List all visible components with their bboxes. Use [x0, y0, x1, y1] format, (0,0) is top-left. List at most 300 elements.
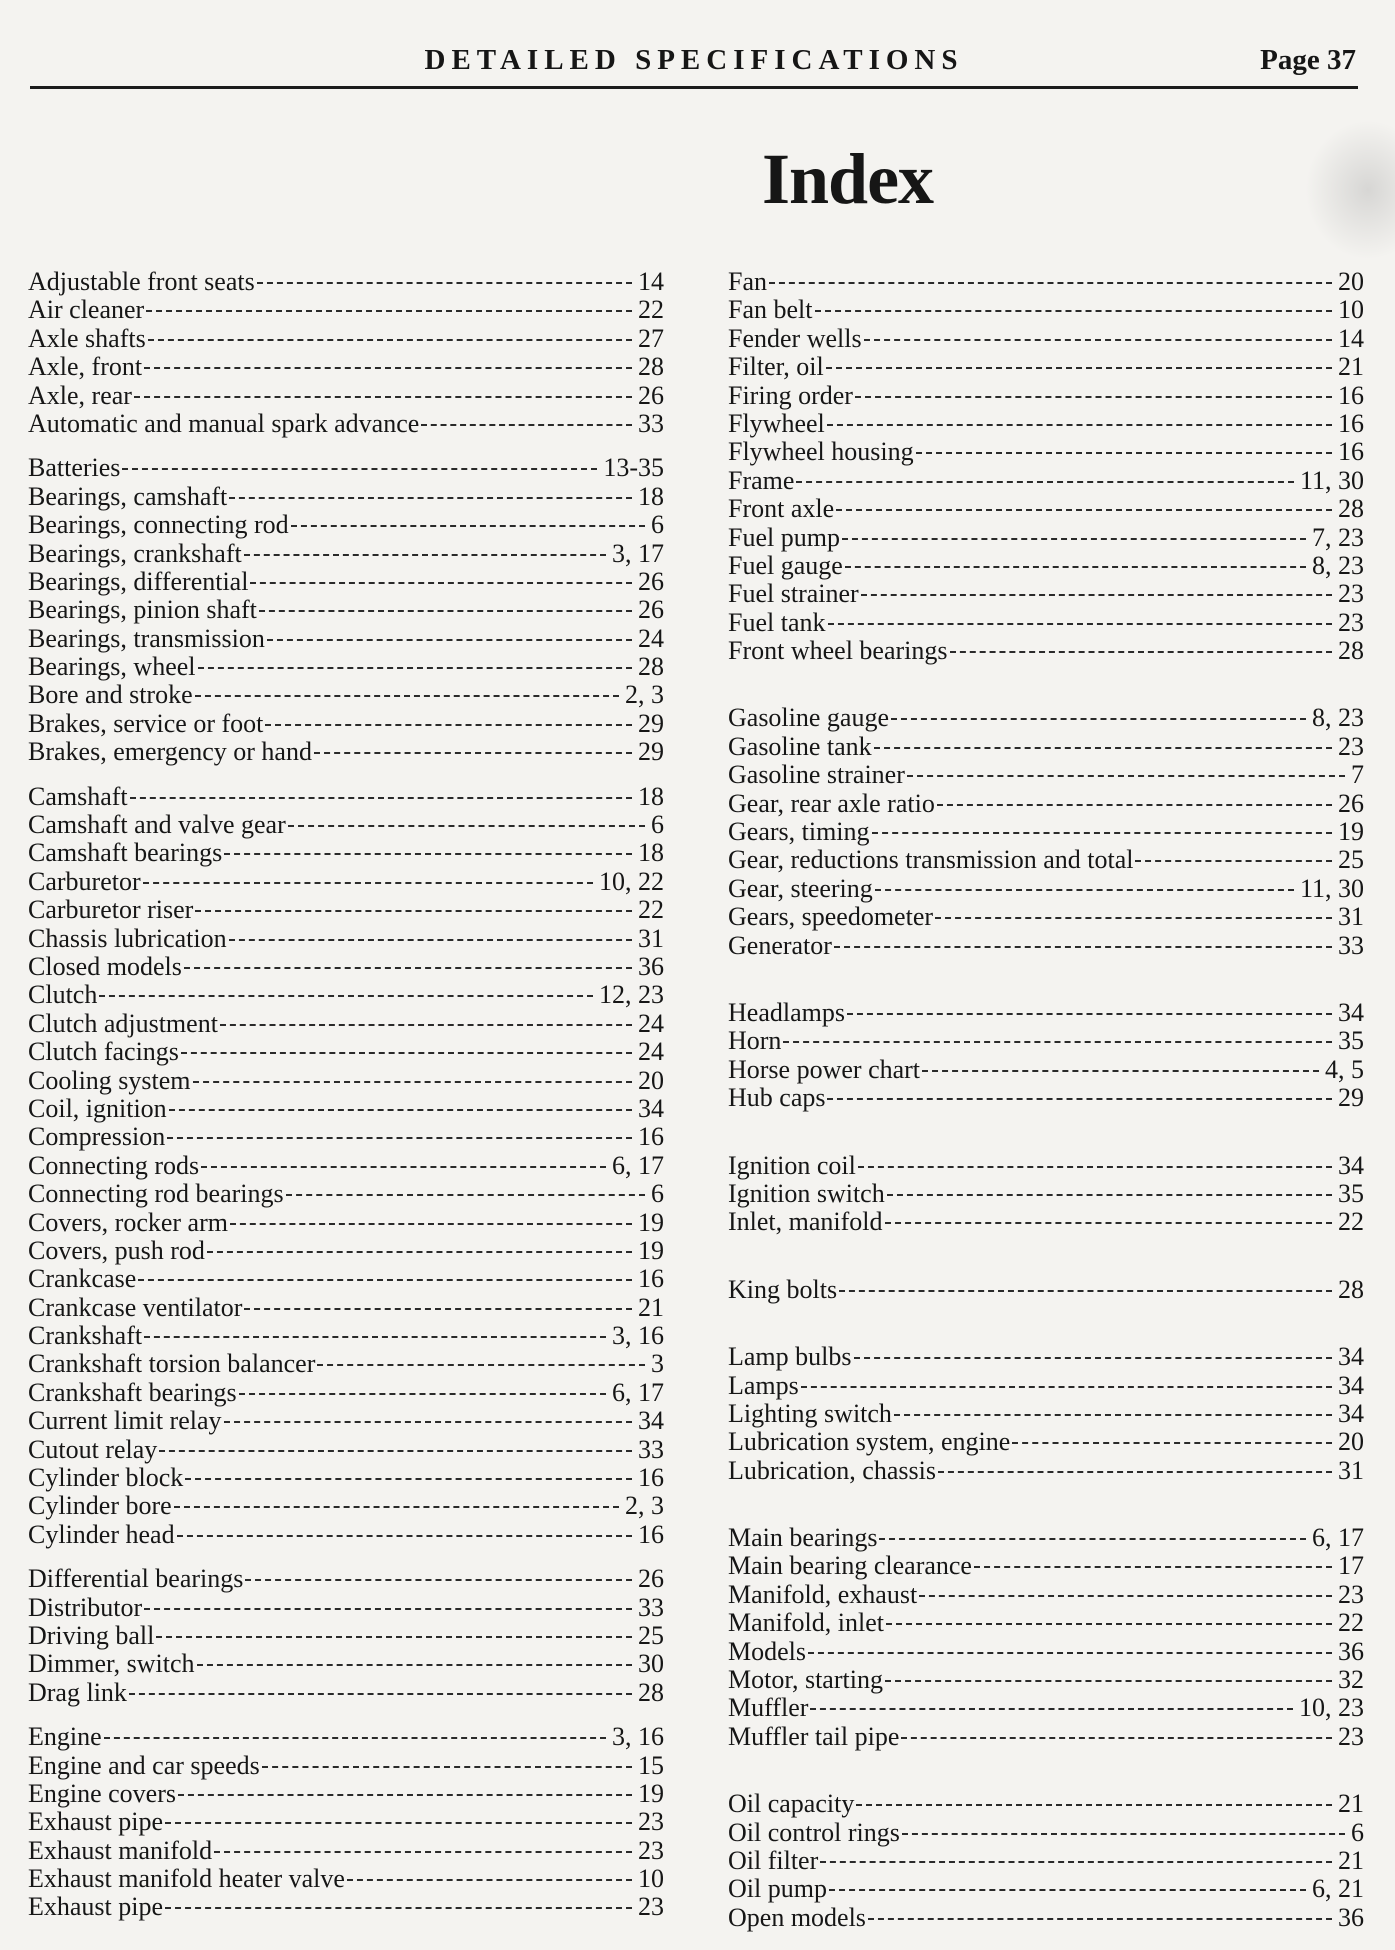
dot-leader [901, 1737, 1332, 1739]
dot-leader [935, 917, 1332, 919]
index-page-ref: 19 [1338, 817, 1364, 847]
dot-leader [796, 481, 1294, 483]
index-page-ref: 36 [1338, 1902, 1364, 1932]
index-entry [28, 811, 664, 839]
index-term: Covers, push rod [28, 1235, 205, 1265]
index-entry [728, 1666, 1364, 1694]
dot-leader [879, 1538, 1306, 1540]
index-page-ref: 16 [1338, 408, 1364, 438]
index-page-ref: 21 [1338, 1789, 1364, 1819]
index-page-ref: 16 [638, 1264, 664, 1294]
page-title [0, 138, 1395, 221]
index-entry [728, 325, 1364, 353]
dot-leader [262, 1766, 632, 1768]
dot-leader [207, 1251, 632, 1253]
index-term: Open models [728, 1902, 866, 1932]
index-page-ref: 19 [638, 1778, 664, 1808]
index-entry [28, 925, 664, 953]
index-term: Fuel strainer [728, 579, 859, 609]
dot-leader [122, 468, 597, 470]
dot-leader [887, 1194, 1332, 1196]
index-entry [28, 596, 664, 624]
index-page-ref: 8, 23 [1312, 550, 1364, 580]
index-entry [728, 1723, 1364, 1751]
index-page-ref: 27 [638, 323, 664, 353]
dot-leader [193, 1081, 632, 1083]
dot-leader [156, 1636, 632, 1638]
index-term: Bearings, connecting rod [28, 510, 289, 540]
dot-leader [165, 1907, 632, 1909]
index-page-ref: 28 [1338, 494, 1364, 524]
index-entry [28, 1565, 664, 1593]
index-entry [28, 1350, 664, 1378]
dot-leader [314, 752, 632, 754]
index-term: Engine [28, 1722, 102, 1752]
index-term: Engine and car speeds [28, 1750, 260, 1780]
index-term: Gear, steering [728, 873, 873, 903]
index-entry [728, 438, 1364, 466]
index-entry [728, 733, 1364, 761]
dot-leader [195, 910, 632, 912]
dot-leader [839, 1290, 1332, 1292]
index-entry [28, 738, 664, 766]
index-entry [28, 953, 664, 981]
index-term: Inlet, manifold [728, 1207, 883, 1237]
index-entry [728, 1819, 1364, 1847]
index-page-ref: 31 [1338, 1455, 1364, 1485]
index-page-ref: 26 [638, 566, 664, 596]
index-entry [728, 1457, 1364, 1485]
dot-leader [146, 310, 632, 312]
index-page-ref: 7 [1351, 760, 1364, 790]
index-entry [28, 540, 664, 568]
index-term: Main bearings [728, 1523, 878, 1553]
index-term: Exhaust manifold heater valve [28, 1864, 345, 1894]
dot-leader [1135, 860, 1332, 862]
index-entry [728, 552, 1364, 580]
dot-leader [872, 832, 1332, 834]
index-entry [28, 1180, 664, 1208]
dot-leader [861, 594, 1332, 596]
index-page-ref: 26 [638, 595, 664, 625]
dot-leader [810, 1708, 1293, 1710]
dot-leader [165, 1822, 632, 1824]
index-term: Bearings, differential [28, 566, 249, 596]
index-page-ref: 36 [638, 951, 664, 981]
index-term: Flywheel [728, 408, 825, 438]
index-page-ref: 8, 23 [1312, 703, 1364, 733]
index-entry [28, 1294, 664, 1322]
index-term: Connecting rod bearings [28, 1179, 284, 1209]
index-entry [728, 1056, 1364, 1084]
index-term: Manifold, inlet [728, 1608, 884, 1638]
dot-leader [317, 1364, 645, 1366]
index-term: Horn [728, 1026, 782, 1056]
index-entry [728, 1400, 1364, 1428]
index-entry [728, 1790, 1364, 1818]
index-term: Axle, rear [28, 380, 132, 410]
index-entry [728, 1904, 1364, 1932]
index-page-ref: 29 [1338, 1083, 1364, 1113]
index-entry [28, 454, 664, 482]
index-term: Lamp bulbs [728, 1342, 852, 1372]
index-term: Chassis lubrication [28, 923, 227, 953]
dot-leader [244, 1308, 632, 1310]
dot-leader [836, 509, 1332, 511]
index-entry [28, 1723, 664, 1751]
index-page-ref: 33 [638, 408, 664, 438]
index-page-ref: 16 [1338, 380, 1364, 410]
dot-leader [902, 1833, 1345, 1835]
index-term: Compression [28, 1122, 166, 1152]
page-number: Page 37 [1260, 44, 1356, 76]
index-entry [28, 1464, 664, 1492]
index-term: Crankcase [28, 1264, 137, 1294]
index-page-ref: 23 [1338, 607, 1364, 637]
index-entry [728, 1694, 1364, 1722]
index-term: Lamps [728, 1370, 799, 1400]
index-term: Muffler tail pipe [728, 1721, 900, 1751]
index-entry [728, 637, 1364, 665]
index-term: Gears, speedometer [728, 902, 934, 932]
index-entry [728, 875, 1364, 903]
index-term: Batteries [28, 453, 121, 483]
dot-leader [178, 1794, 632, 1796]
index-page-ref: 11, 30 [1299, 465, 1364, 495]
index-entry [28, 1780, 664, 1808]
index-term: Distributor [28, 1592, 143, 1622]
dot-leader [937, 804, 1332, 806]
index-entry [728, 903, 1364, 931]
index-term: Cooling system [28, 1065, 191, 1095]
index-page-ref: 24 [638, 1008, 664, 1038]
index-term: Camshaft [28, 781, 128, 811]
index-term: Exhaust manifold [28, 1835, 213, 1865]
index-page-ref: 24 [638, 623, 664, 653]
index-page-ref: 23 [1338, 1721, 1364, 1751]
index-term: Bearings, pinion shaft [28, 595, 257, 625]
index-term: Oil pump [728, 1874, 827, 1904]
index-page-ref: 36 [1338, 1636, 1364, 1666]
dot-leader [198, 667, 632, 669]
dot-leader [143, 882, 593, 884]
index-entry [28, 568, 664, 596]
index-page-ref: 14 [638, 267, 664, 296]
index-term: Headlamps [728, 997, 845, 1027]
index-page-ref: 20 [638, 1065, 664, 1095]
index-page-ref: 35 [1338, 1026, 1364, 1056]
dot-leader [257, 282, 632, 284]
index-term: Fuel tank [728, 607, 826, 637]
dot-leader [845, 566, 1306, 568]
dot-leader [769, 282, 1332, 284]
index-entry [28, 511, 664, 539]
index-page-ref: 6, 17 [1312, 1523, 1364, 1553]
index-entry [28, 296, 664, 324]
index-entry [728, 1180, 1364, 1208]
index-term: Coil, ignition [28, 1093, 167, 1123]
index-entry [28, 1679, 664, 1707]
index-entry [728, 1581, 1364, 1609]
index-page-ref: 23 [638, 1807, 664, 1837]
index-term: Oil filter [728, 1845, 819, 1875]
index-term: Fender wells [728, 323, 862, 353]
dot-leader [820, 1861, 1332, 1863]
dot-leader [229, 939, 632, 941]
index-page-ref: 28 [638, 1677, 664, 1707]
index-entry [28, 710, 664, 738]
index-page-ref: 2, 3 [625, 1491, 664, 1521]
index-entry [28, 1622, 664, 1650]
index-term: Brakes, service or foot [28, 708, 264, 738]
index-term: Current limit relay [28, 1406, 222, 1436]
index-term: Cylinder block [28, 1463, 184, 1493]
dot-leader [245, 1579, 632, 1581]
dot-leader [885, 1222, 1332, 1224]
index-entry [728, 1428, 1364, 1456]
dot-leader [288, 825, 645, 827]
index-page-ref: 13-35 [603, 453, 664, 483]
index-page-ref: 22 [638, 895, 664, 925]
index-entry [28, 1893, 664, 1921]
index-entry [728, 353, 1364, 381]
dot-leader [919, 1595, 1332, 1597]
index-entry [28, 1650, 664, 1678]
index-entry [28, 1379, 664, 1407]
index-page-ref: 33 [1338, 930, 1364, 960]
index-entry [28, 896, 664, 924]
index-entry [28, 1095, 664, 1123]
index-entry [28, 1010, 664, 1038]
index-term: Carburetor [28, 866, 141, 896]
dot-leader [874, 747, 1332, 749]
index-entry [28, 1322, 664, 1350]
dot-leader [167, 1137, 632, 1139]
index-term: Covers, rocker arm [28, 1207, 228, 1237]
index-entry [728, 580, 1364, 608]
index-term: Connecting rods [28, 1150, 200, 1180]
index-term: Brakes, emergency or hand [28, 737, 312, 767]
index-page-ref: 23 [1338, 731, 1364, 761]
dot-leader [148, 339, 632, 341]
index-page-ref: 18 [638, 781, 664, 811]
index-page-ref: 7, 23 [1312, 522, 1364, 552]
dot-leader [159, 1450, 632, 1452]
index-entry [728, 1084, 1364, 1112]
dot-leader [185, 1478, 632, 1480]
index-entry [28, 1237, 664, 1265]
header-title: DETAILED SPECIFICATIONS [424, 44, 964, 76]
index-entry [28, 653, 664, 681]
index-page-ref: 16 [1338, 437, 1364, 467]
index-entry [28, 1152, 664, 1180]
index-page-ref: 26 [1338, 788, 1364, 818]
index-term: Differential bearings [28, 1564, 244, 1594]
index-term: Filter, oil [728, 352, 824, 382]
index-term: Gasoline gauge [728, 703, 890, 733]
index-term: Gasoline tank [728, 731, 872, 761]
index-term: Engine covers [28, 1778, 177, 1808]
index-page-ref: 34 [1338, 1370, 1364, 1400]
index-term: Exhaust pipe [28, 1892, 164, 1922]
index-term: Clutch facings [28, 1037, 179, 1067]
dot-leader [244, 554, 606, 556]
index-page-ref: 24 [638, 1037, 664, 1067]
index-entry [728, 495, 1364, 523]
dot-leader [174, 1506, 619, 1508]
index-term: Flywheel housing [728, 437, 914, 467]
index-term: Ignition switch [728, 1178, 885, 1208]
dot-leader [259, 610, 632, 612]
index-page-ref: 25 [638, 1620, 664, 1650]
dot-leader [177, 1535, 632, 1537]
index-page-ref: 2, 3 [625, 680, 664, 710]
index-entry [28, 625, 664, 653]
index-page-ref: 20 [1338, 1427, 1364, 1457]
index-page-ref: 19 [638, 1207, 664, 1237]
index-entry [728, 818, 1364, 846]
index-page-ref: 6 [651, 510, 664, 540]
index-term: Manifold, exhaust [728, 1579, 918, 1609]
index-term: Automatic and manual spark advance [28, 408, 420, 438]
index-term: Oil control rings [728, 1817, 900, 1847]
index-page-ref: 20 [1338, 267, 1364, 296]
index-page-ref: 26 [638, 380, 664, 410]
dot-leader [239, 1393, 606, 1395]
index-entry [28, 1752, 664, 1780]
index-term: Lubrication system, engine [728, 1427, 1011, 1457]
index-page-ref: 3, 16 [612, 1722, 664, 1752]
index-term: Fuel gauge [728, 550, 843, 580]
dot-leader [229, 497, 632, 499]
dot-leader [291, 525, 645, 527]
index-page-ref: 31 [1338, 902, 1364, 932]
index-term: Bearings, camshaft [28, 481, 228, 511]
index-term: Ignition coil [728, 1150, 856, 1180]
dot-leader [875, 889, 1294, 891]
dot-leader [894, 1414, 1332, 1416]
index-page-ref: 31 [638, 923, 664, 953]
index-entry [728, 1276, 1364, 1304]
index-page-ref: 33 [638, 1592, 664, 1622]
dot-leader [130, 797, 632, 799]
index-page-ref: 23 [638, 1835, 664, 1865]
index-entry [728, 1638, 1364, 1666]
index-term: Clutch adjustment [28, 1008, 218, 1038]
index-term: Horse power chart [728, 1054, 921, 1084]
dot-leader [829, 1889, 1306, 1891]
index-page-ref: 34 [638, 1093, 664, 1123]
index-page-ref: 28 [1338, 636, 1364, 666]
index-page-ref: 17 [1338, 1551, 1364, 1581]
index-term: Frame [728, 465, 795, 495]
index-page-ref: 12, 23 [599, 980, 664, 1010]
index-page-ref: 19 [638, 1235, 664, 1265]
index-page-ref: 10, 22 [599, 866, 664, 896]
index-term: Gasoline strainer [728, 760, 905, 790]
index-page-ref: 14 [1338, 323, 1364, 353]
index-entry [728, 1609, 1364, 1637]
index-term: Fuel pump [728, 522, 840, 552]
index-page-ref: 6 [651, 810, 664, 840]
dot-leader [891, 718, 1306, 720]
index-page-ref: 10 [638, 1864, 664, 1894]
index-page-ref: 18 [638, 481, 664, 511]
index-page-ref: 29 [638, 708, 664, 738]
index-entry [28, 325, 664, 353]
index-page-ref: 22 [638, 295, 664, 325]
index-page-ref: 33 [638, 1434, 664, 1464]
index-page-ref: 6, 17 [612, 1150, 664, 1180]
index-entry [28, 1808, 664, 1836]
index-entry [28, 681, 664, 709]
dot-leader [144, 1608, 632, 1610]
index-entry [728, 704, 1364, 732]
index-left-column [28, 268, 664, 1922]
index-term: Main bearing clearance [728, 1551, 972, 1581]
dot-leader [858, 1166, 1332, 1168]
index-heading: Index [761, 139, 934, 219]
index-entry [728, 1552, 1364, 1580]
index-term: Drag link [28, 1677, 127, 1707]
index-page-ref: 21 [1338, 352, 1364, 382]
index-entry [28, 1209, 664, 1237]
dot-leader [916, 452, 1332, 454]
index-page-ref: 28 [638, 352, 664, 382]
index-page-ref: 21 [1338, 1845, 1364, 1875]
dot-leader [201, 1166, 606, 1168]
index-entry [728, 296, 1364, 324]
index-term: Bore and stroke [28, 680, 193, 710]
dot-leader [265, 724, 632, 726]
index-entry [728, 999, 1364, 1027]
index-right-column [728, 268, 1364, 1932]
dot-leader [950, 651, 1332, 653]
index-term: Dimmer, switch [28, 1649, 195, 1679]
index-entry [728, 609, 1364, 637]
index-term: Axle shafts [28, 323, 146, 353]
dot-leader [197, 1664, 633, 1666]
index-page-ref: 23 [1338, 579, 1364, 609]
index-term: Fan belt [728, 295, 813, 325]
dot-leader [421, 424, 632, 426]
dot-leader [847, 1013, 1332, 1015]
dot-leader [868, 1918, 1332, 1920]
index-term: Exhaust pipe [28, 1807, 164, 1837]
dot-leader [230, 1223, 632, 1225]
index-page-ref: 21 [638, 1292, 664, 1322]
index-term: Crankshaft [28, 1321, 143, 1351]
dot-leader [815, 310, 1333, 312]
dot-leader [138, 1279, 632, 1281]
index-term: Cylinder head [28, 1519, 175, 1549]
index-page-ref: 16 [638, 1519, 664, 1549]
dot-leader [808, 1652, 1332, 1654]
index-term: Crankcase ventilator [28, 1292, 243, 1322]
dot-leader [181, 1052, 632, 1054]
dot-leader [856, 1804, 1332, 1806]
index-term: Cylinder bore [28, 1491, 172, 1521]
dot-leader [828, 623, 1333, 625]
index-page-ref: 23 [1338, 1579, 1364, 1609]
index-page-ref: 23 [638, 1892, 664, 1922]
index-term: Camshaft bearings [28, 838, 223, 868]
index-term: Clutch [28, 980, 98, 1010]
dot-leader [169, 1109, 632, 1111]
dot-leader [1012, 1442, 1332, 1444]
index-entry [28, 1265, 664, 1293]
index-entry [28, 1407, 664, 1435]
